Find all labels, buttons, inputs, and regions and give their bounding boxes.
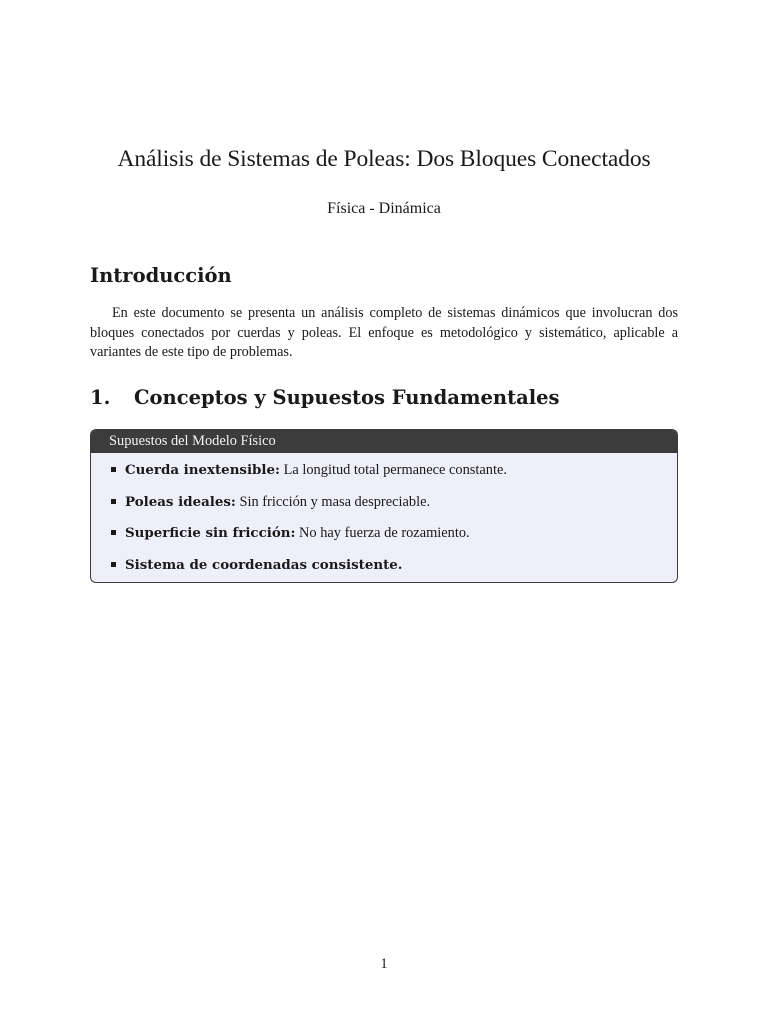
document-title: Análisis de Sistemas de Poleas: Dos Bloques Conectados [117, 146, 651, 172]
assumptions-box [90, 429, 678, 583]
document-page [90, 0, 678, 1024]
page-number: 1 [380, 956, 388, 972]
item-text: La longitud total permanece constante. [279, 462, 507, 478]
bullet-icon [111, 530, 116, 535]
assumptions-box-title: Supuestos del Modelo Físico [91, 430, 677, 453]
item-text: Sin fricción y masa despreciable. [235, 494, 431, 510]
list-item [111, 525, 470, 542]
document-subtitle: Física - Dinámica [327, 200, 441, 217]
section-1-heading [90, 386, 560, 409]
item-term: Cuerda inextensible: [125, 462, 280, 478]
section-1-number: 1. [90, 386, 111, 409]
item-term: Superficie sin fricción: [125, 525, 296, 541]
introduction-heading: Introducción [90, 264, 232, 287]
list-item [111, 462, 507, 479]
item-term: Sistema de coordenadas consistente. [125, 557, 403, 573]
list-item [111, 557, 402, 574]
bullet-icon [111, 499, 116, 504]
bullet-icon [111, 562, 116, 567]
item-term: Poleas ideales: [125, 494, 236, 510]
introduction-paragraph: En este documento se presenta un análisis completo de sistemas dinámicos que involucran dos bloques conectados por cuerdas y poleas. El enfoque es metodológico y sistemático, aplicable a variantes de este tipo de problemas. [90, 305, 678, 361]
item-text: No hay fuerza de rozamiento. [295, 525, 470, 541]
section-1-title: Conceptos y Supuestos Fundamentales [134, 386, 560, 409]
list-item [111, 494, 430, 511]
bullet-icon [111, 467, 116, 472]
